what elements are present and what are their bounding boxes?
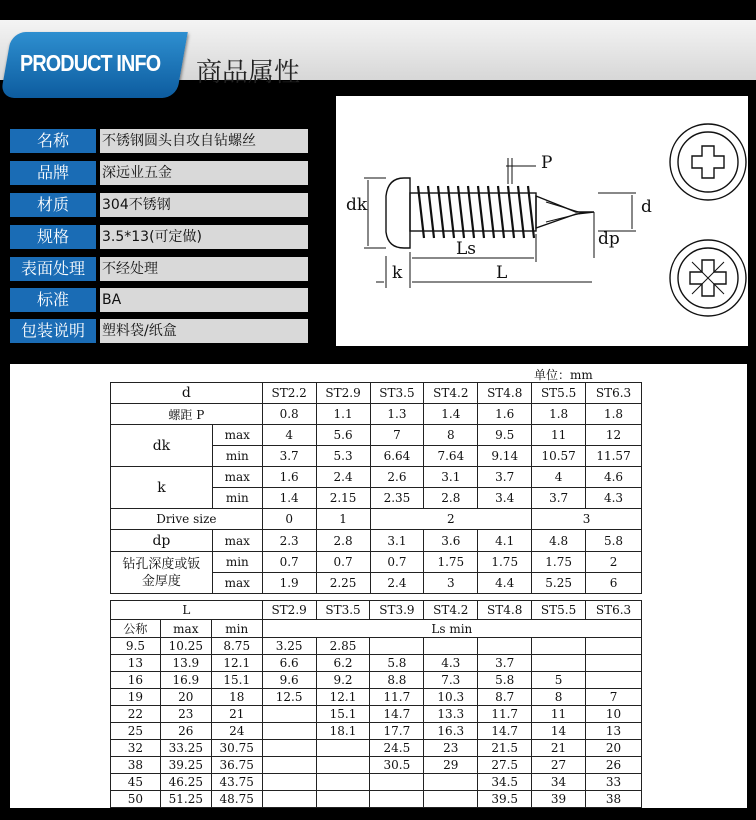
table-row: d ST2.2 ST2.9 ST3.5 ST4.2 ST4.8 ST5.5 ST6.3 (111, 383, 642, 404)
table-cell: 16.9 (160, 672, 211, 689)
table-row: 钻孔深度或钣 金厚度 min 0.7 0.7 0.7 1.75 1.75 1.75 2 (111, 552, 642, 573)
label-dk: dk (346, 195, 368, 215)
attr-value: 3.5*13(可定做) (100, 225, 308, 249)
label-ls: Ls (456, 239, 477, 259)
table-cell: 5.8 (478, 672, 532, 689)
label-d: d (641, 197, 652, 217)
table-cell (316, 757, 370, 774)
table-cell: 30.75 (211, 740, 262, 757)
table-row (111, 638, 642, 655)
product-info-text: PRODUCT INFO (20, 50, 161, 76)
table-cell (424, 638, 478, 655)
table-cell: 45 (111, 774, 161, 791)
table-cell (424, 791, 478, 808)
table-row: min 3.7 5.3 6.64 7.64 9.14 10.57 11.57 (111, 446, 642, 467)
table-cell: 34 (532, 774, 586, 791)
table-cell: 18.1 (316, 723, 370, 740)
table-cell: 7 (586, 689, 642, 706)
table-cell (262, 740, 316, 757)
unit-label: 单位：mm (534, 368, 593, 382)
table-row (111, 706, 642, 723)
drill-point (536, 196, 594, 228)
table-cell: 9.5 (111, 638, 161, 655)
table-cell: 43.75 (211, 774, 262, 791)
attr-label: 包装说明 (10, 319, 96, 343)
table-cell: 3.25 (262, 638, 316, 655)
table-cell (316, 740, 370, 757)
table-row (111, 740, 642, 757)
table-cell (262, 723, 316, 740)
table-row (111, 689, 642, 706)
table-cell: 33 (586, 774, 642, 791)
table-cell: 11 (532, 706, 586, 723)
table-row: 螺距 P 0.8 1.1 1.3 1.4 1.6 1.8 1.8 (111, 404, 642, 425)
table-cell: 24 (211, 723, 262, 740)
table-cell: 2.85 (316, 638, 370, 655)
table-cell: 9.2 (316, 672, 370, 689)
attr-value: 深远业五金 (100, 161, 308, 185)
table-cell: 23 (160, 706, 211, 723)
table-cell: 29 (424, 757, 478, 774)
screw-threads (418, 186, 534, 238)
label-k: k (392, 263, 403, 283)
table-cell (262, 757, 316, 774)
table-cell: 19 (111, 689, 161, 706)
table-cell: 30.5 (370, 757, 424, 774)
table-row: L ST2.9 ST3.5 ST3.9 ST4.2 ST4.8 ST5.5 ST6.3 (111, 601, 642, 620)
table-cell: 38 (111, 757, 161, 774)
table-cell: 20 (160, 689, 211, 706)
table-row: Drive size 0 1 2 3 (111, 509, 642, 530)
table-cell: 36.75 (211, 757, 262, 774)
table-cell: 27 (532, 757, 586, 774)
table-cell: 4.3 (424, 655, 478, 672)
table-cell: 9.6 (262, 672, 316, 689)
table-cell: 39.5 (478, 791, 532, 808)
table-cell (262, 791, 316, 808)
screw-diagram (336, 96, 748, 346)
attr-label: 品牌 (10, 161, 96, 185)
table-row: min 1.4 2.15 2.35 2.8 3.4 3.7 4.3 (111, 488, 642, 509)
table-cell: 8.8 (370, 672, 424, 689)
table-cell (532, 638, 586, 655)
table-cell: 11.7 (478, 706, 532, 723)
attr-label: 表面处理 (10, 257, 96, 281)
table-row (111, 791, 642, 808)
table-cell (370, 774, 424, 791)
table-row: 公称 max min Ls min (111, 620, 642, 638)
table-cell: 18 (211, 689, 262, 706)
attr-label: 标准 (10, 288, 96, 312)
table-cell: 48.75 (211, 791, 262, 808)
table-cell: 26 (586, 757, 642, 774)
label-dp: dp (598, 229, 620, 249)
table-cell: 12.5 (262, 689, 316, 706)
table-cell: 27.5 (478, 757, 532, 774)
screw-head-outline (386, 178, 410, 248)
pozi-head-view (670, 240, 746, 316)
table-cell: 10.25 (160, 638, 211, 655)
table-row: dk max 4 5.6 7 8 9.5 11 12 (111, 425, 642, 446)
table-cell: 16 (111, 672, 161, 689)
table-cell: 17.7 (370, 723, 424, 740)
table-row (111, 723, 642, 740)
table-cell: 10.3 (424, 689, 478, 706)
attr-label: 材质 (10, 193, 96, 217)
attr-value: 不锈钢圆头自攻自钻螺丝 (100, 129, 308, 153)
table-cell: 34.5 (478, 774, 532, 791)
table-cell (532, 655, 586, 672)
table-cell: 13.9 (160, 655, 211, 672)
table-cell (424, 774, 478, 791)
label-l: L (496, 263, 508, 283)
table-cell: 50 (111, 791, 161, 808)
table-cell (586, 672, 642, 689)
table-row (111, 655, 642, 672)
spec-tables (10, 364, 747, 808)
attr-label: 规格 (10, 225, 96, 249)
table-cell: 21 (532, 740, 586, 757)
table-cell: 8.7 (478, 689, 532, 706)
table-row (111, 757, 642, 774)
table-cell: 16.3 (424, 723, 478, 740)
table-cell: 6.2 (316, 655, 370, 672)
table-cell: 5 (532, 672, 586, 689)
attr-value: BA (100, 288, 308, 312)
table-cell: 32 (111, 740, 161, 757)
table-cell: 14 (532, 723, 586, 740)
table-cell: 6.6 (262, 655, 316, 672)
table-cell: 51.25 (160, 791, 211, 808)
table-cell: 39 (532, 791, 586, 808)
table-cell: 21 (211, 706, 262, 723)
table-cell: 3.7 (478, 655, 532, 672)
table-cell (370, 638, 424, 655)
table-cell (586, 655, 642, 672)
length-table (110, 600, 642, 808)
table-cell: 21.5 (478, 740, 532, 757)
table-cell: 13.3 (424, 706, 478, 723)
table-cell: 13 (586, 723, 642, 740)
dimension-table (110, 382, 642, 594)
table-cell: 14.7 (370, 706, 424, 723)
table-cell: 38 (586, 791, 642, 808)
attr-value: 304不锈钢 (100, 193, 308, 217)
table-row: max 1.9 2.25 2.4 3 4.4 5.25 6 (111, 573, 642, 594)
table-cell: 26 (160, 723, 211, 740)
screw-drawing (336, 96, 748, 346)
table-cell: 11.7 (370, 689, 424, 706)
attr-label: 名称 (10, 129, 96, 153)
table-row: k max 1.6 2.4 2.6 3.1 3.7 4 4.6 (111, 467, 642, 488)
label-p: P (541, 153, 553, 173)
table-cell (370, 791, 424, 808)
table-cell: 46.25 (160, 774, 211, 791)
table-cell: 24.5 (370, 740, 424, 757)
phillips-head-view (670, 124, 746, 200)
table-cell: 13 (111, 655, 161, 672)
table-cell: 7.3 (424, 672, 478, 689)
table-cell (316, 774, 370, 791)
table-cell: 20 (586, 740, 642, 757)
table-cell (586, 638, 642, 655)
table-cell: 5.8 (370, 655, 424, 672)
attr-value: 塑料袋/纸盒 (100, 319, 308, 343)
table-cell (478, 638, 532, 655)
table-cell (262, 706, 316, 723)
table-cell: 39.25 (160, 757, 211, 774)
table-row (111, 672, 642, 689)
table-cell (316, 791, 370, 808)
table-cell: 22 (111, 706, 161, 723)
table-cell: 15.1 (316, 706, 370, 723)
table-cell: 14.7 (478, 723, 532, 740)
table-row: dp max 2.3 2.8 3.1 3.6 4.1 4.8 5.8 (111, 530, 642, 552)
table-cell: 12.1 (316, 689, 370, 706)
table-cell: 23 (424, 740, 478, 757)
table-cell: 15.1 (211, 672, 262, 689)
section-title: 商品属性 (196, 58, 301, 88)
table-cell: 8 (532, 689, 586, 706)
table-row (111, 774, 642, 791)
table-cell: 10 (586, 706, 642, 723)
table-cell: 12.1 (211, 655, 262, 672)
attr-value: 不经处理 (100, 257, 308, 281)
table-cell: 33.25 (160, 740, 211, 757)
header-bar (0, 20, 756, 88)
table-cell: 25 (111, 723, 161, 740)
table-cell (262, 774, 316, 791)
table-cell: 8.75 (211, 638, 262, 655)
